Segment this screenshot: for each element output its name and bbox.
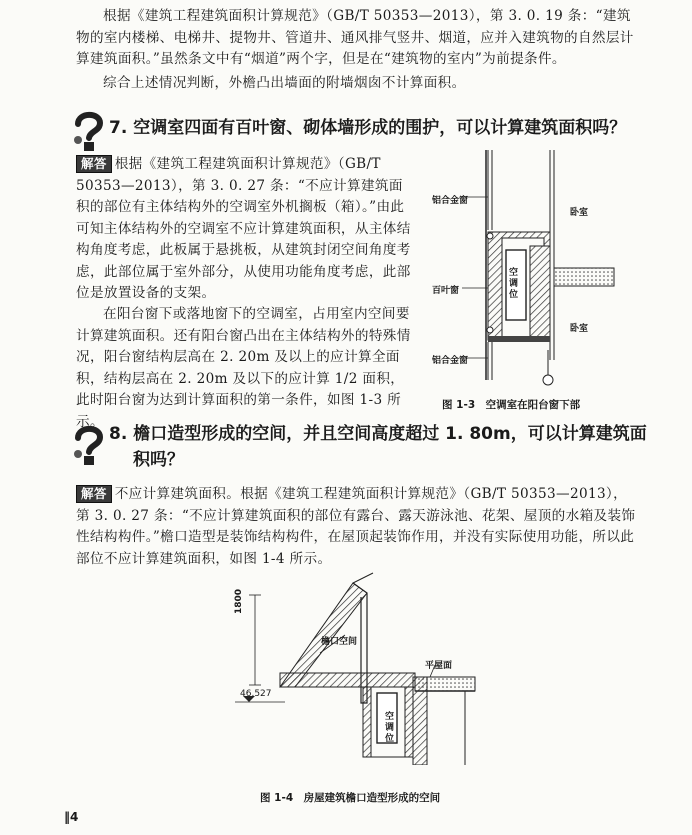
answer-badge: 解答	[76, 485, 112, 503]
figure-label-bedroom-top: 卧室	[570, 208, 589, 218]
figure-label-bottom-window: 铝合金窗	[432, 356, 469, 366]
q8-answer-text: 不应计算建筑面积。根据《建筑工程建筑面积计算规范》（GB/T 50353—2013），第 3. 0. 27 条：“不应计算建筑面积的部位有露台、露天游泳池、花架、屋顶的水箱及装饰性结构构件。”檐口造型是装饰结构构件，在屋顶起装饰作用，并没有实际使用功能，所以此部位不应计算建筑面积，如图 1-4 所示。	[76, 486, 636, 567]
figure-label-ac: 空调位	[509, 268, 519, 300]
q7-answer-paragraph-1	[76, 154, 412, 305]
figure-label-eave-space: 檐口空间	[321, 637, 358, 647]
question-mark-icon	[72, 424, 106, 468]
q7-answer-text: 根据《建筑工程建筑面积计算规范》（GB/T 50353—2013），第 3. 0. 27 条：“不应计算建筑面积的部位有主体结构外的空调室外机搁板（箱）。”由此可知主体结构外的空调室不应计算建筑面积，从主体结构角度考虑，此板属于悬挑板，从建筑封闭空间角度考虑，此部位属于室外部分，从使用功能角度考虑，此部位是放置设备的支架。	[76, 156, 411, 301]
page-number-value: 4	[70, 810, 79, 824]
figure-label-bedroom-bottom: 卧室	[570, 324, 589, 334]
figure-label-flat-roof: 平屋面	[425, 661, 453, 671]
page-number	[64, 810, 78, 824]
figure-1-4-caption: 图 1-4 房屋建筑檐口造型形成的空间	[260, 792, 441, 804]
question-mark-icon	[72, 110, 106, 154]
q8-title-line-2: 积吗？	[133, 450, 184, 470]
figure-label-ac: 空调位	[385, 712, 395, 744]
figure-label-top-window: 铝合金窗	[432, 196, 469, 206]
q8-answer	[76, 484, 638, 570]
figure-label-louver: 百叶窗	[432, 286, 460, 296]
figure-label-elevation: 46.527	[240, 689, 272, 699]
answer-badge: 解答	[76, 155, 112, 173]
intro-conclusion: 综合上述情况判断，外檐凸出墙面的附墙烟囱不计算面积。	[103, 75, 466, 91]
q7-title: 7. 空调室四面有百叶窗、砌体墙形成的围护，可以计算建筑面积吗？	[109, 118, 627, 138]
page-number-bar: ‖	[64, 810, 70, 824]
figure-label-height: 1800	[234, 588, 244, 614]
q7-answer-paragraph-2: 在阳台窗下或落地窗下的空调室，占用室内空间要计算建筑面积。还有阳台窗凸出在主体结构外的特殊情况，阳台窗结构层高在 2. 20m 及以上的应计算全面积，结构层高在 2. 20m 及以下的应计算 1/2 面积，此时阳台窗为达到计算面积的第一条件，如图 1-3 所示。	[76, 306, 411, 430]
figure-1-3-caption: 图 1-3 空调室在阳台窗下部	[442, 399, 581, 411]
q8-title-line-1: 8. 檐口造型形成的空间，并且空间高度超过 1. 80m，可以计算建筑面	[109, 424, 647, 444]
intro-paragraph: 根据《建筑工程建筑面积计算规范》（GB/T 50353—2013），第 3. 0. 19 条：“建筑物的室内楼梯、电梯井、提物井、管道井、通风排气竖井、烟道，应并入建筑物的自然层计算建筑面积。”虽然条文中有“烟道”两个字，但是在“建筑物的室内”为前提条件。	[76, 8, 634, 67]
